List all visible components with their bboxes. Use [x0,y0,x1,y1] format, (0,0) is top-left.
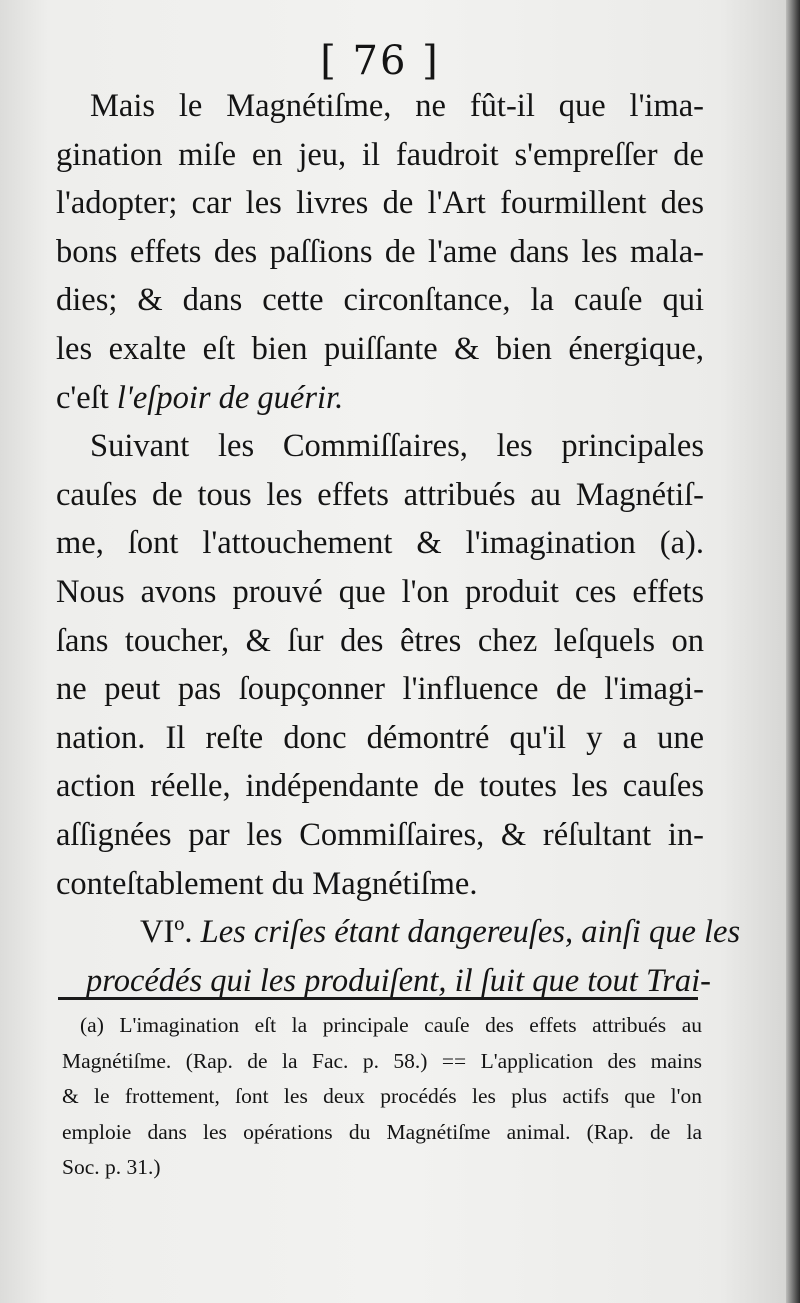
text-line: me, ſont l'attouchement & l'imagination (a). [56,525,704,562]
paragraph-3 [56,908,741,1005]
text-line: dies; & dans cette circonſtance, la cauſe qui [56,282,704,319]
text-line-prefix: c'eſt [56,379,117,416]
text-line: Suivant les Commiſſaires, les principales [90,428,704,465]
text-line: ſans toucher, & ſur des êtres chez leſquels on [56,622,704,659]
text-line: les exalte eſt bien puiſſante & bien énergique, [56,330,704,367]
text-line: cauſes de tous les effets attribués au Magnétiſ- [56,476,704,513]
page-number: [ 76 ] [320,38,440,84]
italic-phrase: l'eſpoir de guérir. [116,379,344,416]
text-line [56,374,704,423]
text-line: bons effets des paſſions de l'ame dans les mala- [56,233,704,270]
text-line: ne peut pas ſoupçonner l'influence de l'imagi- [56,671,704,708]
text-line: nation. Il reſte donc démontré qu'il y a une [56,719,704,756]
footnote-line: (a) L'imagination eſt la principale cauſe des effets attribués au [80,1013,702,1037]
italic-phrase: Les criſes étant dangereuſes, ainſi que les [200,914,741,951]
footnote-line: emploie dans les opérations du Magnétiſme animal. (Rap. de la [62,1119,702,1144]
text-line: action réelle, indépendante de toutes les cauſes [56,768,704,805]
text-line: aſſignées par les Commiſſaires, & réſultant in- [56,816,704,853]
footnote-line: & le frottement, ſont les deux procédés les plus actifs que l'on [62,1084,702,1108]
footnote-line: Magnétiſme. (Rap. de la Fac. p. 58.) == L'application des mains [62,1048,702,1073]
section-number: VIº. [140,914,201,951]
text-line: gination miſe en jeu, il faudroit s'empreſſer de [56,136,704,173]
footnote-divider [58,997,698,1000]
text-line: l'adopter; car les livres de l'Art fourmillent des [56,185,704,222]
footnote-line: Soc. p. 31.) [62,1155,161,1179]
text-line: Nous avons prouvé que l'on produit ces effets [56,573,704,610]
body-text [56,82,741,1005]
text-line: conteſtablement du Magnétiſme. [56,865,478,902]
footnote [62,1008,702,1186]
paragraph-1 [56,82,704,422]
text-line: procédés qui les produiſent, il ſuit que tout Trai- [86,962,711,999]
text-line: Mais le Magnétiſme, ne fût-il que l'ima- [90,88,704,124]
page-edge-shadow [786,0,800,1303]
text-line [56,908,741,957]
paragraph-2 [56,422,704,908]
